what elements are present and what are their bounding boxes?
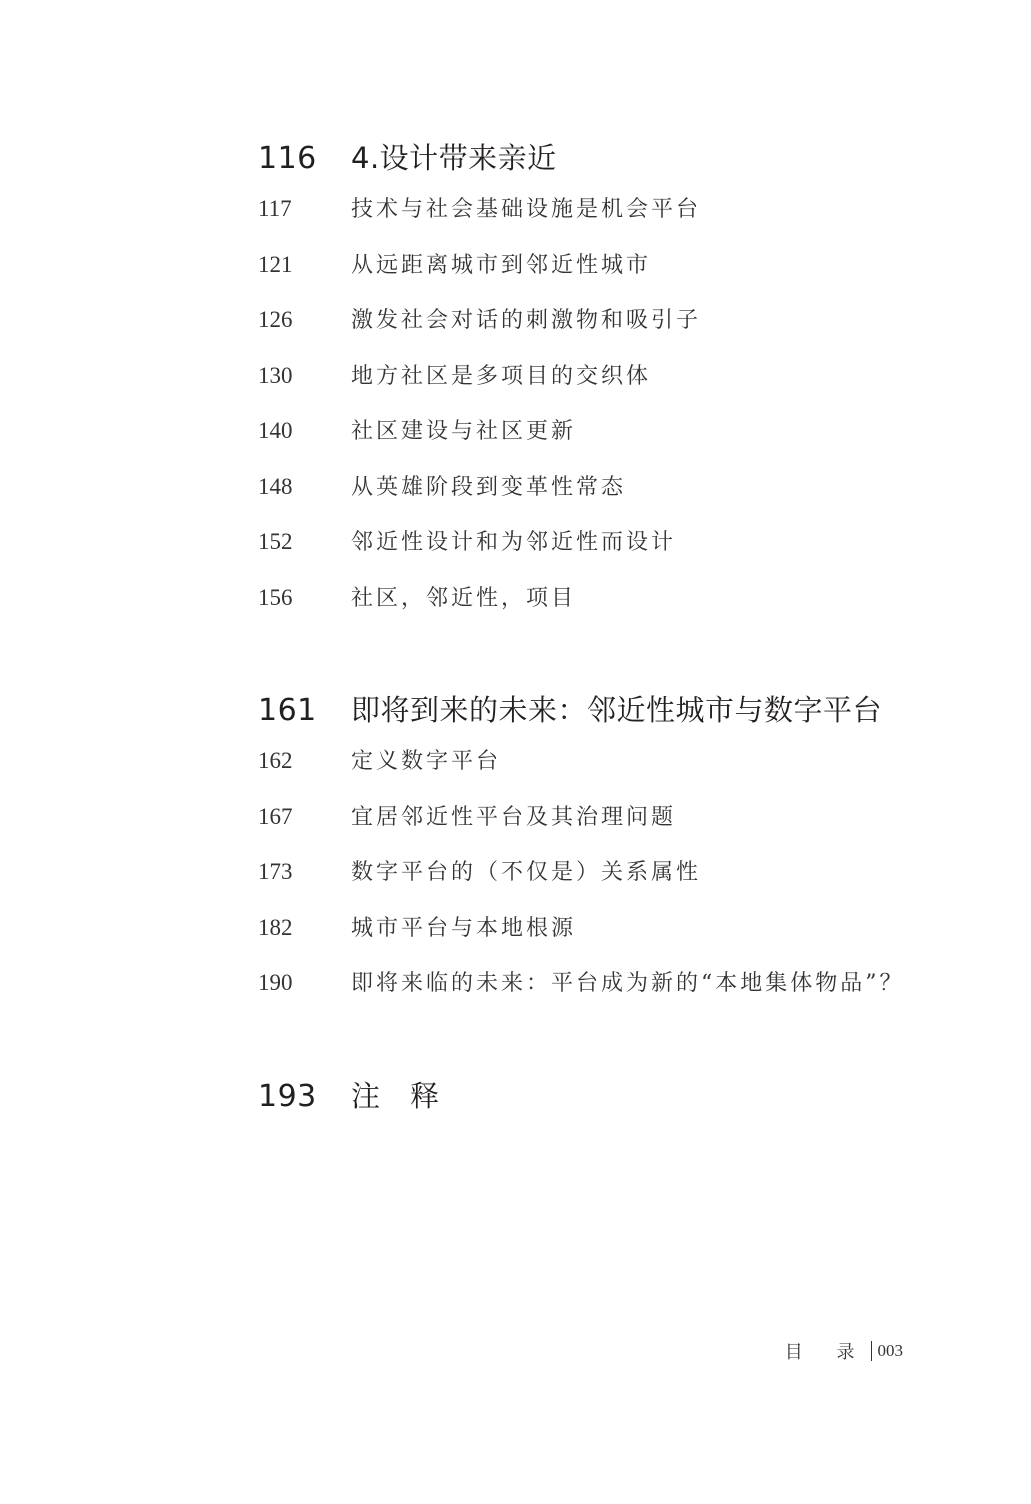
table-of-contents [258,136,958,1170]
chapter-title: 即将到来的未来：邻近性城市与数字平台 [351,693,883,727]
footer-page-number: 003 [877,1341,903,1360]
entry-page-number: 167 [258,803,293,829]
entry-page-number: 126 [258,307,293,332]
entry-title: 技术与社会基础设施是机会平台 [351,197,702,222]
toc-entry[interactable] [258,966,958,1022]
toc-entry[interactable] [258,581,958,637]
toc-entry[interactable] [258,414,958,470]
entry-title: 社区建设与社区更新 [351,419,577,444]
toc-section-3 [258,1074,958,1118]
toc-section-2 [258,688,958,1022]
entry-page-number: 130 [258,362,293,388]
entry-page-number: 152 [258,529,293,554]
toc-section-1 [258,136,958,636]
chapter-page-number: 161 [258,693,317,728]
toc-chapter-heading[interactable] [258,1074,958,1118]
toc-entry[interactable] [258,525,958,581]
entry-title: 数字平台的（不仅是）关系属性 [351,860,702,885]
entry-title: 地方社区是多项目的交织体 [351,363,652,389]
toc-entry[interactable] [258,470,958,526]
entry-title: 社区，邻近性，项目 [351,585,577,611]
footer-section-title: 目 录 [784,1342,869,1363]
toc-entry[interactable] [258,303,958,359]
entry-page-number: 156 [258,584,293,610]
chapter-title: 注 释 [351,1078,440,1113]
toc-entry[interactable] [258,855,958,911]
toc-entry[interactable] [258,248,958,304]
chapter-page-number: 116 [258,141,317,176]
entry-page-number: 173 [258,859,293,884]
entry-page-number: 117 [258,196,292,221]
entry-page-number: 182 [258,914,293,940]
entry-page-number: 121 [258,251,293,277]
entry-title: 即将来临的未来：平台成为新的“本地集体物品”？ [351,971,905,996]
entry-page-number: 148 [258,473,293,499]
entry-page-number: 190 [258,970,293,995]
entry-title: 从英雄阶段到变革性常态 [351,474,627,500]
page-footer [785,1338,903,1364]
toc-chapter-heading[interactable] [258,136,958,180]
toc-chapter-heading[interactable] [258,688,958,732]
toc-entry[interactable] [258,800,958,856]
entry-page-number: 140 [258,418,293,443]
toc-entry[interactable] [258,359,958,415]
toc-entry[interactable] [258,744,958,800]
chapter-title: 4.设计带来亲近 [351,141,557,175]
entry-title: 宜居邻近性平台及其治理问题 [351,804,677,830]
entry-title: 从远距离城市到邻近性城市 [351,252,652,278]
entry-title: 定义数字平台 [351,749,502,774]
entry-page-number: 162 [258,748,293,773]
toc-entry[interactable] [258,192,958,248]
toc-entry[interactable] [258,911,958,967]
entry-title: 邻近性设计和为邻近性而设计 [351,530,677,555]
entry-title: 城市平台与本地根源 [351,915,577,941]
footer-divider [871,1341,872,1361]
chapter-page-number: 193 [258,1078,317,1114]
entry-title: 激发社会对话的刺激物和吸引子 [351,308,702,333]
